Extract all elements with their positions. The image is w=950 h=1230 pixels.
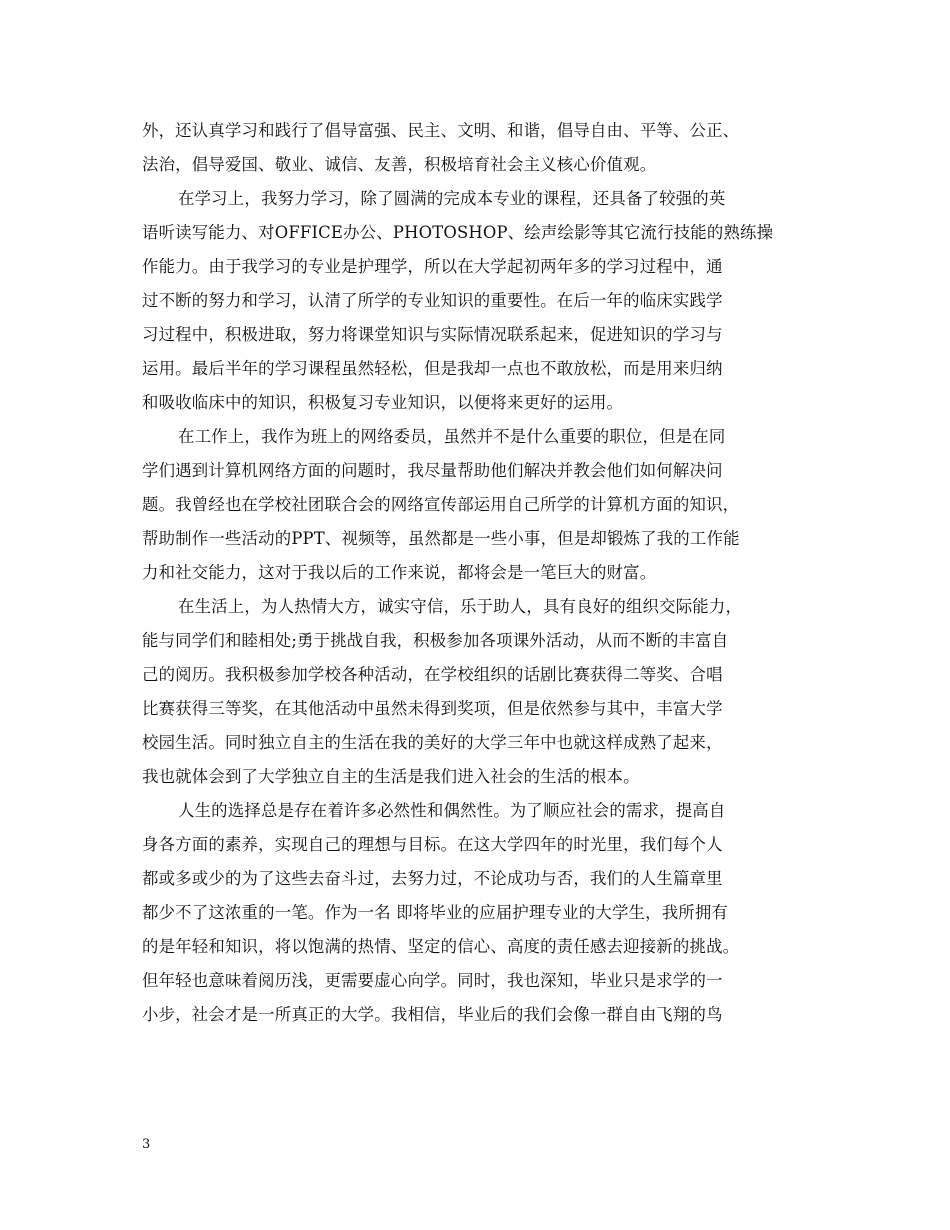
text-line: 但年轻也意味着阅历浅，更需要虚心向学。同时，我也深知，毕业只是求学的一 (142, 971, 723, 990)
text-line: 的是年轻和知识，将以饱满的热情、坚定的信心、高度的责任感去迎接新的挑战。 (142, 937, 740, 956)
page-number: 3 (142, 1137, 151, 1152)
text-line: 在生活上，为人热情大方，诚实守信，乐于助人，具有良好的组织交际能力， (178, 597, 743, 616)
text-line: 小步，社会才是一所真正的大学。我相信，毕业后的我们会像一群自由飞翔的鸟 (142, 1005, 723, 1024)
text-line: 我也就体会到了大学独立自主的生活是我们进入社会的生活的根本。 (142, 767, 640, 786)
text-line: 身各方面的素养，实现自己的理想与目标。在这大学四年的时光里，我们每个人 (142, 835, 723, 854)
text-line: 比赛获得三等奖，在其他活动中虽然未得到奖项，但是依然参与其中，丰富大学 (142, 699, 723, 718)
text-line: 力和社交能力，这对于我以后的工作来说，都将会是一笔巨大的财富。 (142, 563, 657, 582)
text-line: 题。我曾经也在学校社团联合会的网络宣传部运用自己所学的计算机方面的知识， (142, 495, 740, 514)
text-line: 法治，倡导爱国、敬业、诚信、友善，积极培育社会主义核心价值观。 (142, 155, 657, 174)
text-line: 运用。最后半年的学习课程虽然轻松，但是我却一点也不敢放松，而是用来归纳 (142, 359, 723, 378)
text-line: 在工作上，我作为班上的网络委员，虽然并不是什么重要的职位，但是在同 (178, 427, 726, 446)
text-line: 都少不了这浓重的一笔。作为一名 即将毕业的应届护理专业的大学生，我所拥有 (142, 903, 729, 922)
text-line: 己的阅历。我积极参加学校各种活动，在学校组织的话剧比赛获得二等奖、合唱 (142, 665, 723, 684)
text-line: 人生的选择总是存在着许多必然性和偶然性。为了顺应社会的需求，提高自 (178, 801, 726, 820)
text-line: 过不断的努力和学习，认清了所学的专业知识的重要性。在后一年的临床实践学 (142, 291, 723, 310)
text-line: 都或多或少的为了这些去奋斗过，去努力过，不论成功与否，我们的人生篇章里 (142, 869, 723, 888)
text-line: 外，还认真学习和践行了倡导富强、民主、文明、和谐，倡导自由、平等、公正、 (142, 121, 740, 140)
text-line: 帮助制作一些活动的PPT、视频等，虽然都是一些小事，但是却锻炼了我的工作能 (142, 529, 740, 548)
document-body (142, 114, 820, 1032)
text-line: 和吸收临床中的知识，积极复习专业知识，以便将来更好的运用。 (142, 393, 624, 412)
text-line: 在学习上，我努力学习，除了圆满的完成本专业的课程，还具备了较强的英 (178, 189, 726, 208)
text-line: 习过程中，积极进取，努力将课堂知识与实际情况联系起来，促进知识的学习与 (142, 325, 723, 344)
text-line: 语听读写能力、对OFFICE办公、PHOTOSHOP、绘声绘影等其它流行技能的熟练操 (142, 223, 774, 242)
text-line: 校园生活。同时独立自主的生活在我的美好的大学三年中也就这样成熟了起来， (142, 733, 723, 752)
text-line: 学们遇到计算机网络方面的问题时，我尽量帮助他们解决并教会他们如何解决问 (142, 461, 723, 480)
text-line: 能与同学们和睦相处;勇于挑战自我，积极参加各项课外活动，从而不断的丰富自 (142, 631, 729, 650)
text-line: 作能力。由于我学习的专业是护理学，所以在大学起初两年多的学习过程中，通 (142, 257, 723, 276)
